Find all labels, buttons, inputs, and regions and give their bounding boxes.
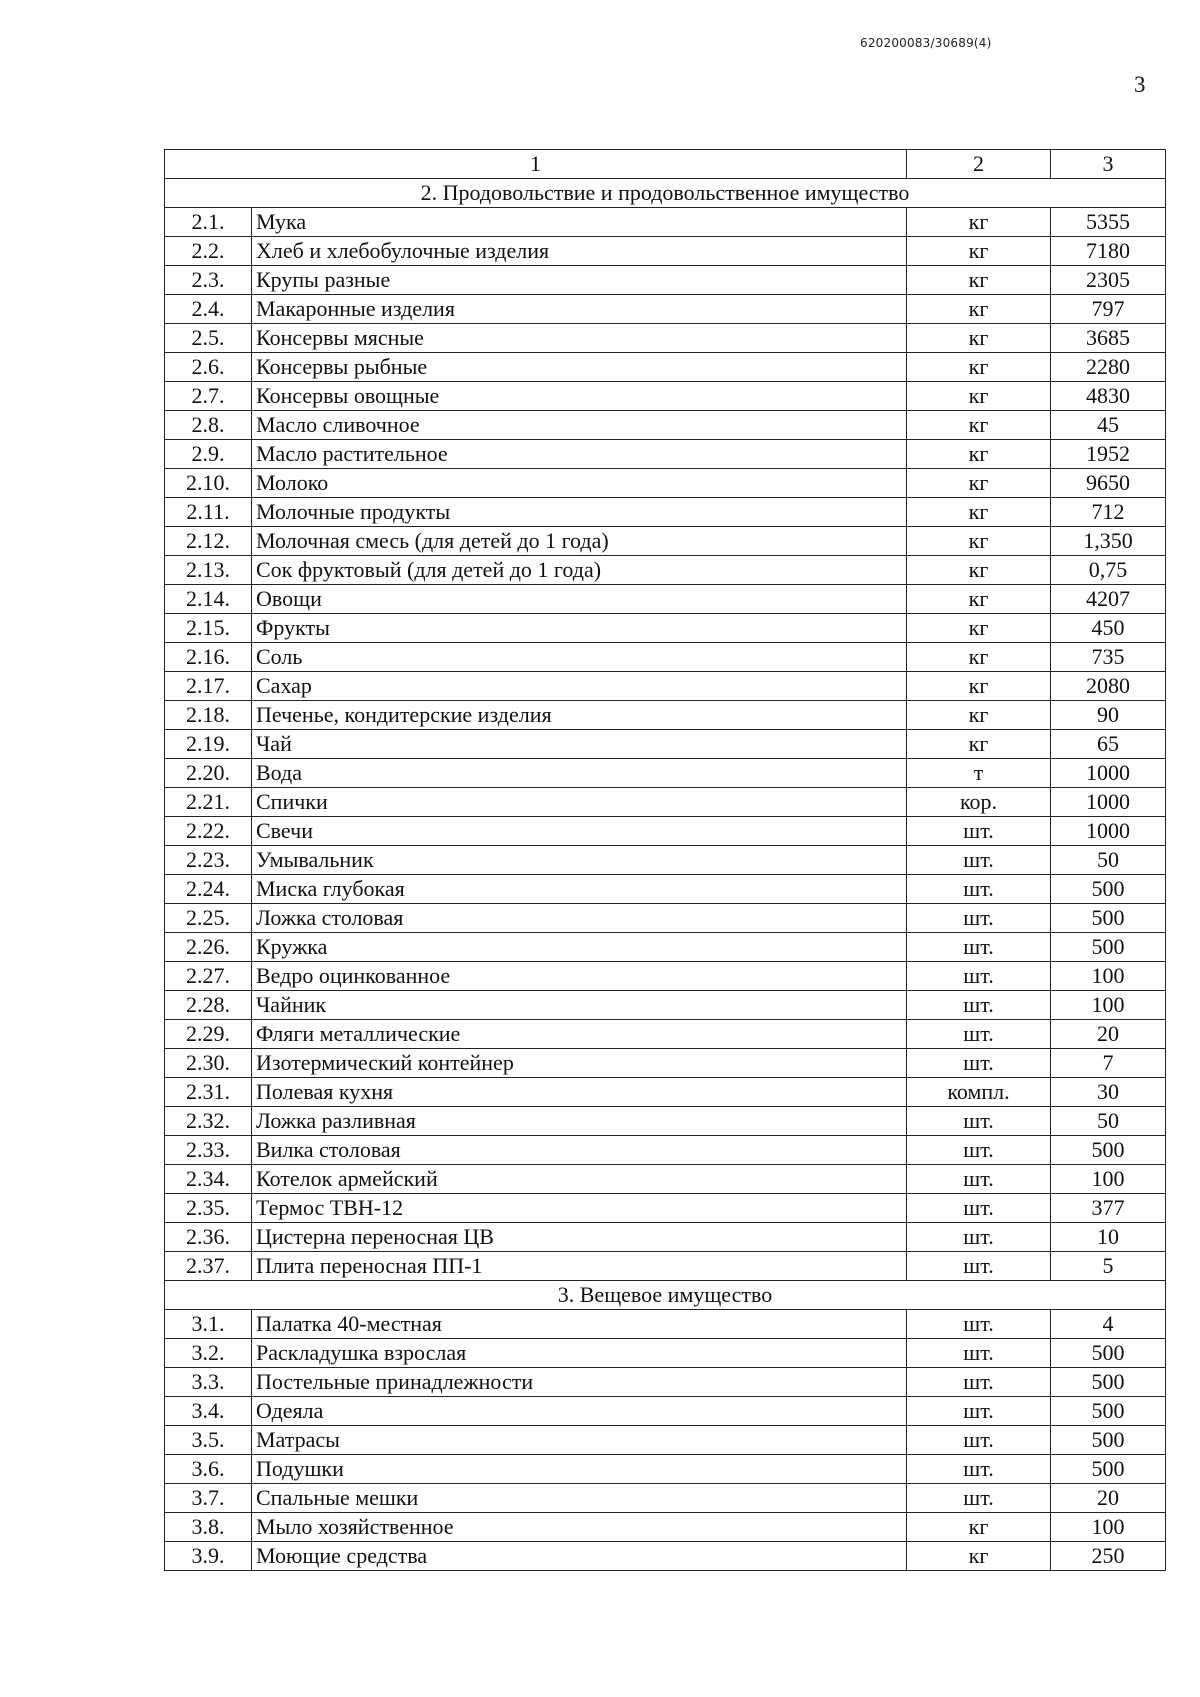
item-name: Молочная смесь (для детей до 1 года) bbox=[252, 527, 907, 556]
item-name: Фрукты bbox=[252, 614, 907, 643]
table-row bbox=[165, 237, 1166, 266]
item-name: Консервы овощные bbox=[252, 382, 907, 411]
section-row bbox=[165, 1281, 1166, 1310]
table-row bbox=[165, 1078, 1166, 1107]
item-unit: шт. bbox=[907, 1339, 1051, 1368]
row-number: 2.30. bbox=[165, 1049, 252, 1078]
item-quantity: 735 bbox=[1051, 643, 1166, 672]
table-row bbox=[165, 585, 1166, 614]
item-quantity: 500 bbox=[1051, 1136, 1166, 1165]
item-name: Макаронные изделия bbox=[252, 295, 907, 324]
item-quantity: 7 bbox=[1051, 1049, 1166, 1078]
column-header-1: 1 bbox=[165, 150, 907, 179]
item-quantity: 712 bbox=[1051, 498, 1166, 527]
item-quantity: 10 bbox=[1051, 1223, 1166, 1252]
item-name: Вилка столовая bbox=[252, 1136, 907, 1165]
item-unit: т bbox=[907, 759, 1051, 788]
row-number: 2.20. bbox=[165, 759, 252, 788]
item-unit: шт. bbox=[907, 1310, 1051, 1339]
item-quantity: 90 bbox=[1051, 701, 1166, 730]
section-row bbox=[165, 179, 1166, 208]
item-name: Хлеб и хлебобулочные изделия bbox=[252, 237, 907, 266]
inventory-table bbox=[164, 149, 1166, 1571]
item-name: Одеяла bbox=[252, 1397, 907, 1426]
row-number: 2.31. bbox=[165, 1078, 252, 1107]
table-row bbox=[165, 1020, 1166, 1049]
item-quantity: 3685 bbox=[1051, 324, 1166, 353]
item-name: Спальные мешки bbox=[252, 1484, 907, 1513]
item-name: Палатка 40-местная bbox=[252, 1310, 907, 1339]
item-quantity: 65 bbox=[1051, 730, 1166, 759]
item-name: Печенье, кондитерские изделия bbox=[252, 701, 907, 730]
item-name: Цистерна переносная ЦВ bbox=[252, 1223, 907, 1252]
item-name: Сахар bbox=[252, 672, 907, 701]
item-name: Изотермический контейнер bbox=[252, 1049, 907, 1078]
row-number: 2.22. bbox=[165, 817, 252, 846]
table-row bbox=[165, 875, 1166, 904]
item-unit: шт. bbox=[907, 846, 1051, 875]
item-quantity: 5355 bbox=[1051, 208, 1166, 237]
row-number: 2.24. bbox=[165, 875, 252, 904]
table-row bbox=[165, 788, 1166, 817]
item-quantity: 1000 bbox=[1051, 759, 1166, 788]
item-unit: кг bbox=[907, 469, 1051, 498]
item-name: Кружка bbox=[252, 933, 907, 962]
item-unit: кг bbox=[907, 614, 1051, 643]
item-quantity: 100 bbox=[1051, 962, 1166, 991]
item-unit: кг bbox=[907, 324, 1051, 353]
row-number: 2.3. bbox=[165, 266, 252, 295]
item-quantity: 0,75 bbox=[1051, 556, 1166, 585]
item-name: Соль bbox=[252, 643, 907, 672]
section-title: 3. Вещевое имущество bbox=[165, 1281, 1166, 1310]
row-number: 2.28. bbox=[165, 991, 252, 1020]
row-number: 2.2. bbox=[165, 237, 252, 266]
item-unit: шт. bbox=[907, 1165, 1051, 1194]
document-code: 620200083/30689(4) bbox=[860, 36, 992, 50]
row-number: 3.6. bbox=[165, 1455, 252, 1484]
table-row bbox=[165, 440, 1166, 469]
item-quantity: 500 bbox=[1051, 875, 1166, 904]
row-number: 2.5. bbox=[165, 324, 252, 353]
item-unit: кг bbox=[907, 730, 1051, 759]
section-title: 2. Продовольствие и продовольственное имущество bbox=[165, 179, 1166, 208]
item-unit: шт. bbox=[907, 1484, 1051, 1513]
item-name: Миска глубокая bbox=[252, 875, 907, 904]
table-row bbox=[165, 1339, 1166, 1368]
item-unit: шт. bbox=[907, 1252, 1051, 1281]
item-quantity: 500 bbox=[1051, 1339, 1166, 1368]
item-unit: кг bbox=[907, 1513, 1051, 1542]
table-row bbox=[165, 933, 1166, 962]
item-unit: шт. bbox=[907, 1107, 1051, 1136]
item-unit: кг bbox=[907, 643, 1051, 672]
item-quantity: 2280 bbox=[1051, 353, 1166, 382]
table-row bbox=[165, 1049, 1166, 1078]
row-number: 2.29. bbox=[165, 1020, 252, 1049]
row-number: 2.25. bbox=[165, 904, 252, 933]
table-body bbox=[165, 150, 1166, 1571]
item-unit: шт. bbox=[907, 1368, 1051, 1397]
table-row bbox=[165, 1107, 1166, 1136]
item-unit: кг bbox=[907, 672, 1051, 701]
item-quantity: 30 bbox=[1051, 1078, 1166, 1107]
row-number: 3.7. bbox=[165, 1484, 252, 1513]
item-name: Моющие средства bbox=[252, 1542, 907, 1571]
item-name: Плита переносная ПП-1 bbox=[252, 1252, 907, 1281]
row-number: 2.33. bbox=[165, 1136, 252, 1165]
row-number: 2.1. bbox=[165, 208, 252, 237]
table-row bbox=[165, 1455, 1166, 1484]
column-header-3: 3 bbox=[1051, 150, 1166, 179]
item-name: Спички bbox=[252, 788, 907, 817]
item-quantity: 9650 bbox=[1051, 469, 1166, 498]
item-name: Сок фруктовый (для детей до 1 года) bbox=[252, 556, 907, 585]
row-number: 2.12. bbox=[165, 527, 252, 556]
item-unit: шт. bbox=[907, 1455, 1051, 1484]
item-unit: кг bbox=[907, 382, 1051, 411]
table-row bbox=[165, 1397, 1166, 1426]
table-row bbox=[165, 266, 1166, 295]
table-row bbox=[165, 643, 1166, 672]
item-quantity: 50 bbox=[1051, 846, 1166, 875]
column-header-2: 2 bbox=[907, 150, 1051, 179]
item-name: Молочные продукты bbox=[252, 498, 907, 527]
item-unit: шт. bbox=[907, 1397, 1051, 1426]
item-quantity: 500 bbox=[1051, 1426, 1166, 1455]
table-row bbox=[165, 1252, 1166, 1281]
row-number: 3.9. bbox=[165, 1542, 252, 1571]
item-quantity: 500 bbox=[1051, 933, 1166, 962]
row-number: 3.1. bbox=[165, 1310, 252, 1339]
item-quantity: 500 bbox=[1051, 1368, 1166, 1397]
item-quantity: 250 bbox=[1051, 1542, 1166, 1571]
table-row bbox=[165, 1484, 1166, 1513]
row-number: 2.14. bbox=[165, 585, 252, 614]
item-quantity: 45 bbox=[1051, 411, 1166, 440]
item-unit: шт. bbox=[907, 1049, 1051, 1078]
row-number: 2.34. bbox=[165, 1165, 252, 1194]
item-name: Консервы рыбные bbox=[252, 353, 907, 382]
row-number: 2.36. bbox=[165, 1223, 252, 1252]
item-unit: кг bbox=[907, 701, 1051, 730]
item-name: Чайник bbox=[252, 991, 907, 1020]
row-number: 3.2. bbox=[165, 1339, 252, 1368]
item-unit: шт. bbox=[907, 962, 1051, 991]
table-row bbox=[165, 527, 1166, 556]
row-number: 2.27. bbox=[165, 962, 252, 991]
table-row bbox=[165, 701, 1166, 730]
item-unit: кг bbox=[907, 208, 1051, 237]
row-number: 3.3. bbox=[165, 1368, 252, 1397]
item-unit: кг bbox=[907, 440, 1051, 469]
item-quantity: 2080 bbox=[1051, 672, 1166, 701]
table-row bbox=[165, 817, 1166, 846]
item-unit: кг bbox=[907, 237, 1051, 266]
item-quantity: 100 bbox=[1051, 1513, 1166, 1542]
item-quantity: 500 bbox=[1051, 1455, 1166, 1484]
table-row bbox=[165, 1136, 1166, 1165]
row-number: 2.35. bbox=[165, 1194, 252, 1223]
item-name: Масло растительное bbox=[252, 440, 907, 469]
item-name: Умывальник bbox=[252, 846, 907, 875]
item-unit: кг bbox=[907, 266, 1051, 295]
table-row bbox=[165, 904, 1166, 933]
item-quantity: 500 bbox=[1051, 904, 1166, 933]
table-row bbox=[165, 1542, 1166, 1571]
table-row bbox=[165, 846, 1166, 875]
table-row bbox=[165, 730, 1166, 759]
row-number: 2.13. bbox=[165, 556, 252, 585]
table-row bbox=[165, 991, 1166, 1020]
row-number: 3.8. bbox=[165, 1513, 252, 1542]
item-unit: кг bbox=[907, 527, 1051, 556]
item-name: Ложка столовая bbox=[252, 904, 907, 933]
item-unit: шт. bbox=[907, 1136, 1051, 1165]
item-quantity: 4207 bbox=[1051, 585, 1166, 614]
item-quantity: 1952 bbox=[1051, 440, 1166, 469]
item-quantity: 20 bbox=[1051, 1484, 1166, 1513]
item-name: Ведро оцинкованное bbox=[252, 962, 907, 991]
table-row bbox=[165, 1165, 1166, 1194]
item-name: Полевая кухня bbox=[252, 1078, 907, 1107]
row-number: 2.15. bbox=[165, 614, 252, 643]
table-row bbox=[165, 382, 1166, 411]
row-number: 2.10. bbox=[165, 469, 252, 498]
item-unit: кг bbox=[907, 411, 1051, 440]
item-unit: кг bbox=[907, 295, 1051, 324]
item-quantity: 4830 bbox=[1051, 382, 1166, 411]
item-quantity: 100 bbox=[1051, 1165, 1166, 1194]
table-row bbox=[165, 1368, 1166, 1397]
item-unit: кг bbox=[907, 556, 1051, 585]
table-row bbox=[165, 1513, 1166, 1542]
item-name: Вода bbox=[252, 759, 907, 788]
item-name: Крупы разные bbox=[252, 266, 907, 295]
item-unit: кг bbox=[907, 1542, 1051, 1571]
table-row bbox=[165, 353, 1166, 382]
row-number: 2.7. bbox=[165, 382, 252, 411]
table-row bbox=[165, 1426, 1166, 1455]
row-number: 2.4. bbox=[165, 295, 252, 324]
item-unit: шт. bbox=[907, 875, 1051, 904]
item-name: Масло сливочное bbox=[252, 411, 907, 440]
item-name: Подушки bbox=[252, 1455, 907, 1484]
item-name: Фляги металлические bbox=[252, 1020, 907, 1049]
item-name: Чай bbox=[252, 730, 907, 759]
table-row bbox=[165, 962, 1166, 991]
item-quantity: 377 bbox=[1051, 1194, 1166, 1223]
table-row bbox=[165, 1310, 1166, 1339]
item-name: Мыло хозяйственное bbox=[252, 1513, 907, 1542]
item-unit: компл. bbox=[907, 1078, 1051, 1107]
item-quantity: 50 bbox=[1051, 1107, 1166, 1136]
item-unit: шт. bbox=[907, 1194, 1051, 1223]
item-name: Молоко bbox=[252, 469, 907, 498]
item-quantity: 797 bbox=[1051, 295, 1166, 324]
row-number: 2.17. bbox=[165, 672, 252, 701]
item-unit: шт. bbox=[907, 817, 1051, 846]
item-unit: кг bbox=[907, 585, 1051, 614]
table-row bbox=[165, 208, 1166, 237]
item-quantity: 2305 bbox=[1051, 266, 1166, 295]
table-row bbox=[165, 469, 1166, 498]
item-quantity: 100 bbox=[1051, 991, 1166, 1020]
item-unit: кор. bbox=[907, 788, 1051, 817]
item-quantity: 450 bbox=[1051, 614, 1166, 643]
item-name: Котелок армейский bbox=[252, 1165, 907, 1194]
item-unit: шт. bbox=[907, 1223, 1051, 1252]
item-quantity: 500 bbox=[1051, 1397, 1166, 1426]
item-name: Консервы мясные bbox=[252, 324, 907, 353]
row-number: 2.8. bbox=[165, 411, 252, 440]
item-quantity: 1,350 bbox=[1051, 527, 1166, 556]
item-name: Мука bbox=[252, 208, 907, 237]
item-unit: шт. bbox=[907, 904, 1051, 933]
item-unit: кг bbox=[907, 353, 1051, 382]
item-name: Свечи bbox=[252, 817, 907, 846]
table-row bbox=[165, 1223, 1166, 1252]
item-name: Матрасы bbox=[252, 1426, 907, 1455]
table-row bbox=[165, 672, 1166, 701]
table-row bbox=[165, 1194, 1166, 1223]
item-quantity: 7180 bbox=[1051, 237, 1166, 266]
table-row bbox=[165, 295, 1166, 324]
table-row bbox=[165, 324, 1166, 353]
table-row bbox=[165, 411, 1166, 440]
item-name: Овощи bbox=[252, 585, 907, 614]
item-unit: шт. bbox=[907, 933, 1051, 962]
item-unit: шт. bbox=[907, 1426, 1051, 1455]
table-row bbox=[165, 759, 1166, 788]
row-number: 2.18. bbox=[165, 701, 252, 730]
row-number: 3.4. bbox=[165, 1397, 252, 1426]
table-row bbox=[165, 614, 1166, 643]
row-number: 2.26. bbox=[165, 933, 252, 962]
item-quantity: 1000 bbox=[1051, 788, 1166, 817]
page-number: 3 bbox=[1134, 72, 1146, 97]
header-row bbox=[165, 150, 1166, 179]
row-number: 2.19. bbox=[165, 730, 252, 759]
item-name: Термос ТВН-12 bbox=[252, 1194, 907, 1223]
item-unit: кг bbox=[907, 498, 1051, 527]
row-number: 2.16. bbox=[165, 643, 252, 672]
item-quantity: 5 bbox=[1051, 1252, 1166, 1281]
item-quantity: 1000 bbox=[1051, 817, 1166, 846]
row-number: 2.6. bbox=[165, 353, 252, 382]
row-number: 2.23. bbox=[165, 846, 252, 875]
row-number: 2.21. bbox=[165, 788, 252, 817]
item-unit: шт. bbox=[907, 991, 1051, 1020]
table-row bbox=[165, 556, 1166, 585]
table-row bbox=[165, 498, 1166, 527]
item-name: Раскладушка взрослая bbox=[252, 1339, 907, 1368]
row-number: 2.32. bbox=[165, 1107, 252, 1136]
item-name: Ложка разливная bbox=[252, 1107, 907, 1136]
item-unit: шт. bbox=[907, 1020, 1051, 1049]
row-number: 3.5. bbox=[165, 1426, 252, 1455]
item-quantity: 4 bbox=[1051, 1310, 1166, 1339]
row-number: 2.9. bbox=[165, 440, 252, 469]
item-name: Постельные принадлежности bbox=[252, 1368, 907, 1397]
item-quantity: 20 bbox=[1051, 1020, 1166, 1049]
row-number: 2.37. bbox=[165, 1252, 252, 1281]
row-number: 2.11. bbox=[165, 498, 252, 527]
